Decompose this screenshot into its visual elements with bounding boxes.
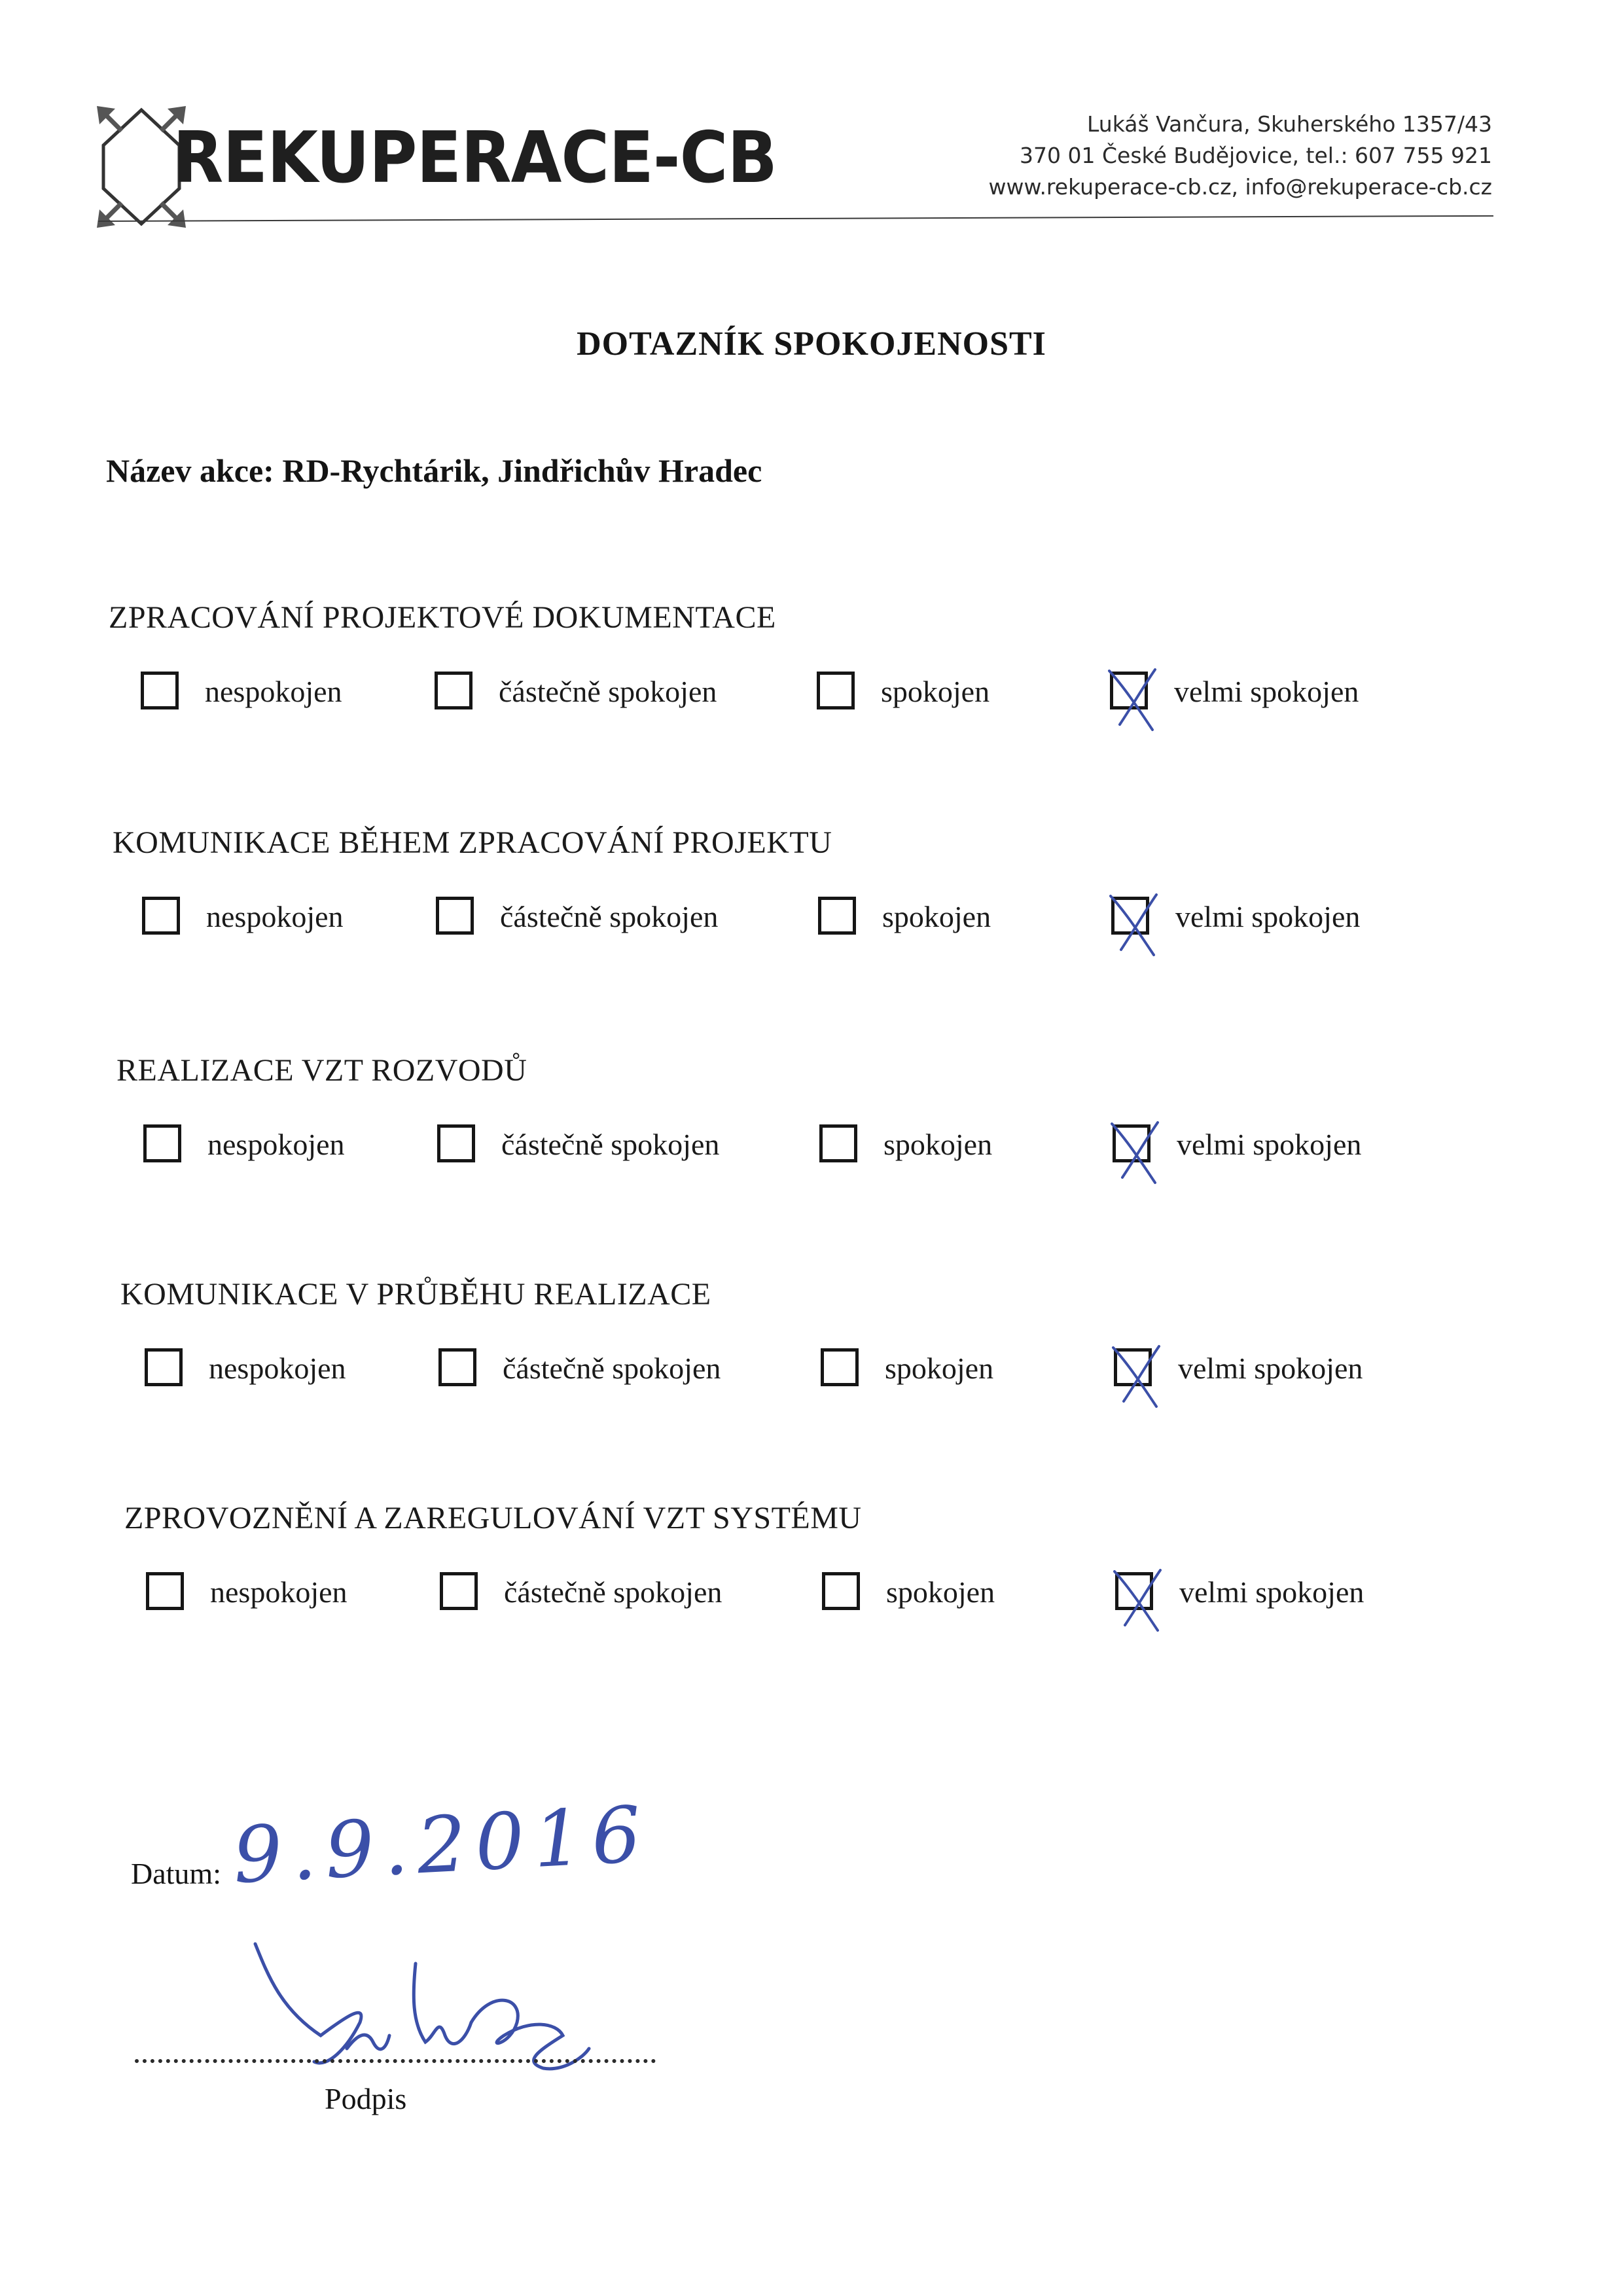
checkbox[interactable] xyxy=(1111,897,1149,935)
check-mark-icon xyxy=(1105,892,1166,958)
logo-wordmark: REKUPERACE-CB xyxy=(173,117,777,199)
question-title: ZPRACOVÁNÍ PROJEKTOVÉ DOKUMENTACE xyxy=(109,600,776,635)
question-section xyxy=(0,825,1623,956)
date-handwritten: 9.9.2016 xyxy=(230,1788,652,1901)
option-label: částečně spokojen xyxy=(501,1128,720,1161)
option-label: velmi spokojen xyxy=(1175,900,1361,933)
option-label: spokojen xyxy=(883,1128,993,1161)
option-label: spokojen xyxy=(886,1575,995,1609)
checkbox[interactable] xyxy=(821,1348,859,1386)
contact-line-web-email: www.rekuperace-cb.cz, info@rekuperace-cb.cz xyxy=(988,174,1492,200)
option-label: nespokojen xyxy=(206,900,344,933)
option-label: částečně spokojen xyxy=(504,1575,722,1609)
option-label: nespokojen xyxy=(205,675,342,708)
contact-line-address: Lukáš Vančura, Skuherského 1357/43 xyxy=(1087,111,1492,137)
question-title: KOMUNIKACE BĚHEM ZPRACOVÁNÍ PROJEKTU xyxy=(113,825,832,860)
checkbox[interactable] xyxy=(1115,1572,1153,1610)
date-label: Datum: xyxy=(131,1857,221,1890)
checkbox[interactable] xyxy=(1113,1124,1150,1162)
checkbox[interactable] xyxy=(822,1572,860,1610)
question-title: REALIZACE VZT ROZVODŮ xyxy=(116,1053,527,1088)
check-mark-icon xyxy=(1109,1568,1169,1633)
signature-label: Podpis xyxy=(325,2082,407,2115)
option-label: nespokojen xyxy=(209,1352,346,1385)
handwritten-signature xyxy=(249,1937,641,2108)
checkbox[interactable] xyxy=(437,1124,475,1162)
option-label: velmi spokojen xyxy=(1174,675,1359,708)
option-label: spokojen xyxy=(882,900,991,933)
checkbox[interactable] xyxy=(143,1124,181,1162)
option-label: velmi spokojen xyxy=(1178,1352,1363,1385)
check-mark-icon xyxy=(1104,667,1164,732)
checkbox[interactable] xyxy=(141,672,179,709)
option-label: spokojen xyxy=(885,1352,994,1385)
checkbox[interactable] xyxy=(819,1124,857,1162)
option-label: nespokojen xyxy=(207,1128,345,1161)
checkbox[interactable] xyxy=(440,1572,478,1610)
checkbox[interactable] xyxy=(435,672,473,709)
option-label: spokojen xyxy=(881,675,990,708)
company-logo xyxy=(96,105,777,229)
checkbox[interactable] xyxy=(818,897,856,935)
checkbox[interactable] xyxy=(142,897,180,935)
option-label: nespokojen xyxy=(210,1575,348,1609)
option-label: velmi spokojen xyxy=(1177,1128,1362,1161)
contact-block xyxy=(989,109,1493,203)
contact-line-city-phone: 370 01 České Budějovice, tel.: 607 755 921 xyxy=(1020,143,1492,168)
question-section xyxy=(0,1500,1623,1631)
signature-line xyxy=(135,2059,656,2063)
option-label: částečně spokojen xyxy=(500,900,719,933)
checkbox[interactable] xyxy=(1114,1348,1152,1386)
checkbox[interactable] xyxy=(1110,672,1148,709)
action-name: Název akce: RD-Rychtárik, Jindřichův Hradec xyxy=(106,452,762,489)
document-title: DOTAZNÍK SPOKOJENOSTI xyxy=(577,325,1046,363)
option-label: částečně spokojen xyxy=(503,1352,721,1385)
option-label: částečně spokojen xyxy=(499,675,717,708)
question-section xyxy=(0,1276,1623,1407)
checkbox[interactable] xyxy=(438,1348,476,1386)
checkbox[interactable] xyxy=(817,672,855,709)
question-section xyxy=(0,600,1623,730)
question-section xyxy=(0,1052,1623,1183)
check-mark-icon xyxy=(1108,1344,1168,1409)
checkbox[interactable] xyxy=(436,897,474,935)
checkbox[interactable] xyxy=(146,1572,184,1610)
question-title: KOMUNIKACE V PRŮBĚHU REALIZACE xyxy=(120,1277,711,1312)
question-title: ZPROVOZNĚNÍ A ZAREGULOVÁNÍ VZT SYSTÉMU xyxy=(124,1501,862,1535)
option-label: velmi spokojen xyxy=(1179,1575,1364,1609)
check-mark-icon xyxy=(1107,1120,1167,1185)
checkbox[interactable] xyxy=(145,1348,183,1386)
